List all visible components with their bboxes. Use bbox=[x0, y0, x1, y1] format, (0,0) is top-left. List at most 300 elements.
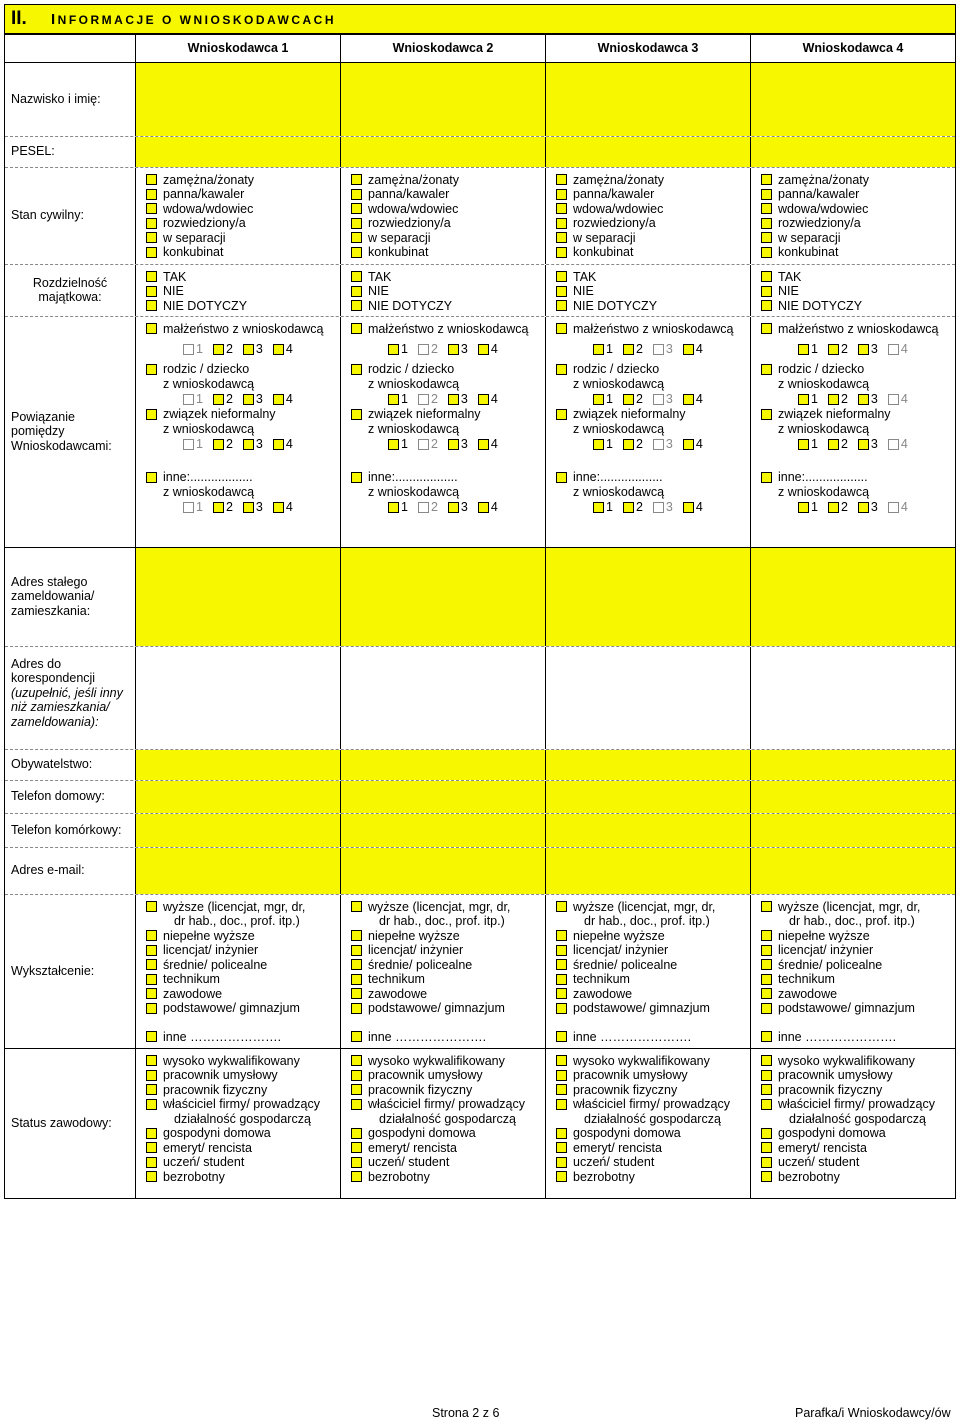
applicant-number-option[interactable] bbox=[653, 500, 673, 515]
applicant-number-option[interactable] bbox=[418, 342, 438, 357]
checkbox[interactable] bbox=[146, 1070, 157, 1081]
option-education-7[interactable] bbox=[761, 1001, 955, 1016]
checkbox[interactable] bbox=[683, 502, 694, 513]
option-civil-3[interactable] bbox=[556, 216, 750, 231]
applicant-number-option[interactable] bbox=[478, 342, 498, 357]
checkbox[interactable] bbox=[761, 988, 772, 999]
checkbox[interactable] bbox=[556, 1142, 567, 1153]
checkbox[interactable] bbox=[556, 901, 567, 912]
checkbox[interactable] bbox=[623, 502, 634, 513]
checkbox[interactable] bbox=[448, 394, 459, 405]
citizenship-field-4[interactable] bbox=[751, 750, 955, 780]
mobile-phone-field-4[interactable] bbox=[751, 814, 955, 847]
home-phone-field-3[interactable] bbox=[546, 781, 751, 813]
option-education-6[interactable] bbox=[146, 987, 340, 1002]
applicant-number-option[interactable] bbox=[448, 500, 468, 515]
checkbox[interactable] bbox=[593, 394, 604, 405]
checkbox[interactable] bbox=[761, 1099, 772, 1110]
checkbox[interactable] bbox=[593, 502, 604, 513]
option-education-0[interactable] bbox=[556, 900, 750, 915]
option-civil-4[interactable] bbox=[556, 231, 750, 246]
checkbox[interactable] bbox=[761, 1084, 772, 1095]
checkbox[interactable] bbox=[146, 901, 157, 912]
option-civil-5[interactable] bbox=[146, 245, 340, 260]
checkbox[interactable] bbox=[243, 502, 254, 513]
option-parent-child[interactable] bbox=[556, 362, 750, 377]
checkbox[interactable] bbox=[556, 203, 567, 214]
option-civil-1[interactable] bbox=[556, 187, 750, 202]
checkbox[interactable] bbox=[683, 439, 694, 450]
checkbox[interactable] bbox=[351, 271, 362, 282]
option-education-4[interactable] bbox=[556, 958, 750, 973]
checkbox[interactable] bbox=[556, 1031, 567, 1042]
checkbox[interactable] bbox=[761, 323, 772, 334]
applicant-number-option[interactable] bbox=[858, 500, 878, 515]
option-informal[interactable] bbox=[556, 407, 750, 422]
applicant-number-option[interactable] bbox=[828, 500, 848, 515]
applicant-number-option[interactable] bbox=[623, 342, 643, 357]
checkbox[interactable] bbox=[556, 945, 567, 956]
applicant-number-option[interactable] bbox=[888, 437, 908, 452]
checkbox[interactable] bbox=[556, 1084, 567, 1095]
checkbox[interactable] bbox=[478, 394, 489, 405]
checkbox[interactable] bbox=[243, 344, 254, 355]
option-job-1[interactable] bbox=[761, 1068, 955, 1083]
checkbox[interactable] bbox=[761, 901, 772, 912]
applicant-number-option[interactable] bbox=[593, 392, 613, 407]
option-civil-3[interactable] bbox=[351, 216, 545, 231]
checkbox[interactable] bbox=[351, 409, 362, 420]
option-education-4[interactable] bbox=[146, 958, 340, 973]
applicant-number-option[interactable] bbox=[243, 392, 263, 407]
option-education-7[interactable] bbox=[146, 1001, 340, 1016]
applicant-number-option[interactable] bbox=[418, 500, 438, 515]
applicant-number-option[interactable] bbox=[183, 500, 203, 515]
option-job-5[interactable] bbox=[556, 1126, 750, 1141]
checkbox[interactable] bbox=[761, 203, 772, 214]
option-job-2[interactable] bbox=[761, 1083, 955, 1098]
checkbox[interactable] bbox=[761, 1031, 772, 1042]
checkbox[interactable] bbox=[418, 394, 429, 405]
option-civil-3[interactable] bbox=[761, 216, 955, 231]
checkbox[interactable] bbox=[593, 439, 604, 450]
checkbox[interactable] bbox=[761, 1055, 772, 1066]
checkbox[interactable] bbox=[183, 502, 194, 513]
correspondence-address-field-1[interactable] bbox=[136, 647, 341, 749]
option-job-1[interactable] bbox=[556, 1068, 750, 1083]
applicant-number-option[interactable] bbox=[798, 392, 818, 407]
applicant-number-option[interactable] bbox=[418, 437, 438, 452]
option-parent-child[interactable] bbox=[351, 362, 545, 377]
checkbox[interactable] bbox=[146, 247, 157, 258]
checkbox[interactable] bbox=[351, 1142, 362, 1153]
checkbox[interactable] bbox=[761, 271, 772, 282]
home-phone-field-1[interactable] bbox=[136, 781, 341, 813]
option-job-6[interactable] bbox=[146, 1141, 340, 1156]
applicant-number-option[interactable] bbox=[448, 392, 468, 407]
checkbox[interactable] bbox=[388, 502, 399, 513]
applicant-number-option[interactable] bbox=[653, 342, 673, 357]
checkbox[interactable] bbox=[798, 344, 809, 355]
checkbox[interactable] bbox=[146, 203, 157, 214]
checkbox[interactable] bbox=[388, 394, 399, 405]
checkbox[interactable] bbox=[888, 394, 899, 405]
checkbox[interactable] bbox=[146, 323, 157, 334]
option-job-0[interactable] bbox=[761, 1054, 955, 1069]
applicant-number-option[interactable] bbox=[798, 500, 818, 515]
checkbox[interactable] bbox=[761, 232, 772, 243]
option-education-0[interactable] bbox=[351, 900, 545, 915]
checkbox[interactable] bbox=[798, 439, 809, 450]
option-civil-1[interactable] bbox=[146, 187, 340, 202]
checkbox[interactable] bbox=[213, 439, 224, 450]
checkbox[interactable] bbox=[653, 394, 664, 405]
checkbox[interactable] bbox=[683, 344, 694, 355]
checkbox[interactable] bbox=[556, 959, 567, 970]
email-field-1[interactable] bbox=[136, 848, 341, 894]
checkbox[interactable] bbox=[888, 502, 899, 513]
option-other[interactable] bbox=[351, 470, 545, 485]
checkbox[interactable] bbox=[448, 439, 459, 450]
option-property-1[interactable] bbox=[761, 284, 955, 299]
option-informal[interactable] bbox=[351, 407, 545, 422]
option-civil-0[interactable] bbox=[556, 173, 750, 188]
checkbox[interactable] bbox=[798, 502, 809, 513]
applicant-number-option[interactable] bbox=[273, 500, 293, 515]
option-marriage[interactable] bbox=[146, 322, 340, 337]
option-civil-5[interactable] bbox=[556, 245, 750, 260]
option-civil-1[interactable] bbox=[351, 187, 545, 202]
option-property-2[interactable] bbox=[761, 299, 955, 314]
option-job-8[interactable] bbox=[351, 1170, 545, 1185]
option-property-1[interactable] bbox=[556, 284, 750, 299]
option-job-6[interactable] bbox=[556, 1141, 750, 1156]
checkbox[interactable] bbox=[761, 472, 772, 483]
checkbox[interactable] bbox=[146, 472, 157, 483]
permanent-address-field-1[interactable] bbox=[136, 548, 341, 646]
checkbox[interactable] bbox=[183, 439, 194, 450]
checkbox[interactable] bbox=[351, 300, 362, 311]
checkbox[interactable] bbox=[556, 323, 567, 334]
pesel-field-3[interactable] bbox=[546, 137, 751, 167]
checkbox[interactable] bbox=[351, 1099, 362, 1110]
option-job-0[interactable] bbox=[556, 1054, 750, 1069]
checkbox[interactable] bbox=[146, 974, 157, 985]
applicant-number-option[interactable] bbox=[243, 342, 263, 357]
checkbox[interactable] bbox=[761, 247, 772, 258]
checkbox[interactable] bbox=[478, 502, 489, 513]
option-education-5[interactable] bbox=[556, 972, 750, 987]
option-marriage[interactable] bbox=[351, 322, 545, 337]
email-field-3[interactable] bbox=[546, 848, 751, 894]
option-other[interactable] bbox=[556, 470, 750, 485]
checkbox[interactable] bbox=[556, 1171, 567, 1182]
checkbox[interactable] bbox=[351, 364, 362, 375]
applicant-number-option[interactable] bbox=[798, 437, 818, 452]
applicant-number-option[interactable] bbox=[478, 392, 498, 407]
citizenship-field-2[interactable] bbox=[341, 750, 546, 780]
option-education-5[interactable] bbox=[761, 972, 955, 987]
option-job-8[interactable] bbox=[146, 1170, 340, 1185]
option-civil-2[interactable] bbox=[556, 202, 750, 217]
citizenship-field-3[interactable] bbox=[546, 750, 751, 780]
option-education-6[interactable] bbox=[556, 987, 750, 1002]
checkbox[interactable] bbox=[351, 323, 362, 334]
option-job-0[interactable] bbox=[351, 1054, 545, 1069]
checkbox[interactable] bbox=[556, 218, 567, 229]
option-civil-0[interactable] bbox=[761, 173, 955, 188]
option-parent-child[interactable] bbox=[761, 362, 955, 377]
option-education-other[interactable] bbox=[761, 1030, 955, 1045]
correspondence-address-field-4[interactable] bbox=[751, 647, 955, 749]
applicant-number-option[interactable] bbox=[213, 392, 233, 407]
checkbox[interactable] bbox=[273, 394, 284, 405]
checkbox[interactable] bbox=[623, 439, 634, 450]
applicant-number-option[interactable] bbox=[243, 500, 263, 515]
checkbox[interactable] bbox=[556, 286, 567, 297]
option-job-3[interactable] bbox=[351, 1097, 545, 1112]
checkbox[interactable] bbox=[556, 930, 567, 941]
option-property-2[interactable] bbox=[351, 299, 545, 314]
checkbox[interactable] bbox=[798, 394, 809, 405]
checkbox[interactable] bbox=[858, 439, 869, 450]
applicant-number-option[interactable] bbox=[243, 437, 263, 452]
applicant-number-option[interactable] bbox=[388, 500, 408, 515]
checkbox[interactable] bbox=[858, 344, 869, 355]
checkbox[interactable] bbox=[351, 974, 362, 985]
checkbox[interactable] bbox=[146, 1003, 157, 1014]
checkbox[interactable] bbox=[761, 1157, 772, 1168]
option-property-2[interactable] bbox=[146, 299, 340, 314]
applicant-number-option[interactable] bbox=[418, 392, 438, 407]
checkbox[interactable] bbox=[183, 394, 194, 405]
checkbox[interactable] bbox=[761, 174, 772, 185]
option-civil-2[interactable] bbox=[146, 202, 340, 217]
checkbox[interactable] bbox=[351, 247, 362, 258]
applicant-number-option[interactable] bbox=[213, 342, 233, 357]
option-job-6[interactable] bbox=[761, 1141, 955, 1156]
option-other[interactable] bbox=[146, 470, 340, 485]
option-civil-3[interactable] bbox=[146, 216, 340, 231]
checkbox[interactable] bbox=[828, 394, 839, 405]
option-informal[interactable] bbox=[146, 407, 340, 422]
checkbox[interactable] bbox=[146, 1099, 157, 1110]
applicant-number-option[interactable] bbox=[273, 437, 293, 452]
checkbox[interactable] bbox=[146, 1142, 157, 1153]
checkbox[interactable] bbox=[146, 1171, 157, 1182]
checkbox[interactable] bbox=[556, 472, 567, 483]
checkbox[interactable] bbox=[761, 1003, 772, 1014]
option-education-5[interactable] bbox=[146, 972, 340, 987]
name-field-4[interactable] bbox=[751, 63, 955, 136]
checkbox[interactable] bbox=[351, 901, 362, 912]
option-marriage[interactable] bbox=[761, 322, 955, 337]
checkbox[interactable] bbox=[556, 174, 567, 185]
checkbox[interactable] bbox=[653, 439, 664, 450]
name-field-3[interactable] bbox=[546, 63, 751, 136]
permanent-address-field-2[interactable] bbox=[341, 548, 546, 646]
option-job-5[interactable] bbox=[146, 1126, 340, 1141]
checkbox[interactable] bbox=[351, 1128, 362, 1139]
checkbox[interactable] bbox=[556, 409, 567, 420]
checkbox[interactable] bbox=[653, 344, 664, 355]
applicant-number-option[interactable] bbox=[858, 437, 878, 452]
option-property-2[interactable] bbox=[556, 299, 750, 314]
applicant-number-option[interactable] bbox=[623, 437, 643, 452]
checkbox[interactable] bbox=[351, 218, 362, 229]
applicant-number-option[interactable] bbox=[593, 342, 613, 357]
applicant-number-option[interactable] bbox=[858, 342, 878, 357]
checkbox[interactable] bbox=[351, 1084, 362, 1095]
applicant-number-option[interactable] bbox=[273, 342, 293, 357]
checkbox[interactable] bbox=[653, 502, 664, 513]
checkbox[interactable] bbox=[243, 394, 254, 405]
checkbox[interactable] bbox=[351, 472, 362, 483]
option-civil-0[interactable] bbox=[146, 173, 340, 188]
checkbox[interactable] bbox=[888, 344, 899, 355]
checkbox[interactable] bbox=[761, 409, 772, 420]
checkbox[interactable] bbox=[213, 344, 224, 355]
option-education-4[interactable] bbox=[761, 958, 955, 973]
home-phone-field-4[interactable] bbox=[751, 781, 955, 813]
checkbox[interactable] bbox=[146, 1084, 157, 1095]
checkbox[interactable] bbox=[556, 988, 567, 999]
checkbox[interactable] bbox=[351, 1031, 362, 1042]
checkbox[interactable] bbox=[761, 974, 772, 985]
checkbox[interactable] bbox=[556, 189, 567, 200]
email-field-4[interactable] bbox=[751, 848, 955, 894]
option-property-0[interactable] bbox=[351, 270, 545, 285]
checkbox[interactable] bbox=[556, 1128, 567, 1139]
checkbox[interactable] bbox=[556, 1157, 567, 1168]
checkbox[interactable] bbox=[556, 247, 567, 258]
option-civil-5[interactable] bbox=[761, 245, 955, 260]
checkbox[interactable] bbox=[623, 394, 634, 405]
checkbox[interactable] bbox=[761, 1142, 772, 1153]
applicant-number-option[interactable] bbox=[653, 392, 673, 407]
applicant-number-option[interactable] bbox=[888, 392, 908, 407]
checkbox[interactable] bbox=[556, 300, 567, 311]
mobile-phone-field-2[interactable] bbox=[341, 814, 546, 847]
option-education-3[interactable] bbox=[556, 943, 750, 958]
checkbox[interactable] bbox=[761, 218, 772, 229]
checkbox[interactable] bbox=[828, 439, 839, 450]
checkbox[interactable] bbox=[761, 300, 772, 311]
option-job-7[interactable] bbox=[761, 1155, 955, 1170]
option-education-3[interactable] bbox=[351, 943, 545, 958]
option-job-5[interactable] bbox=[761, 1126, 955, 1141]
checkbox[interactable] bbox=[351, 1157, 362, 1168]
applicant-number-option[interactable] bbox=[593, 437, 613, 452]
checkbox[interactable] bbox=[888, 439, 899, 450]
checkbox[interactable] bbox=[761, 286, 772, 297]
checkbox[interactable] bbox=[593, 344, 604, 355]
option-informal[interactable] bbox=[761, 407, 955, 422]
applicant-number-option[interactable] bbox=[213, 500, 233, 515]
checkbox[interactable] bbox=[761, 364, 772, 375]
option-job-1[interactable] bbox=[146, 1068, 340, 1083]
checkbox[interactable] bbox=[146, 218, 157, 229]
option-education-6[interactable] bbox=[761, 987, 955, 1002]
citizenship-field-1[interactable] bbox=[136, 750, 341, 780]
mobile-phone-field-1[interactable] bbox=[136, 814, 341, 847]
checkbox[interactable] bbox=[351, 930, 362, 941]
checkbox[interactable] bbox=[146, 409, 157, 420]
checkbox[interactable] bbox=[418, 502, 429, 513]
option-education-3[interactable] bbox=[761, 943, 955, 958]
checkbox[interactable] bbox=[146, 930, 157, 941]
applicant-number-option[interactable] bbox=[653, 437, 673, 452]
option-civil-4[interactable] bbox=[146, 231, 340, 246]
option-education-3[interactable] bbox=[146, 943, 340, 958]
checkbox[interactable] bbox=[213, 394, 224, 405]
option-job-3[interactable] bbox=[146, 1097, 340, 1112]
checkbox[interactable] bbox=[146, 959, 157, 970]
applicant-number-option[interactable] bbox=[388, 437, 408, 452]
checkbox[interactable] bbox=[213, 502, 224, 513]
option-education-2[interactable] bbox=[351, 929, 545, 944]
checkbox[interactable] bbox=[858, 502, 869, 513]
option-job-8[interactable] bbox=[761, 1170, 955, 1185]
option-education-0[interactable] bbox=[761, 900, 955, 915]
applicant-number-option[interactable] bbox=[448, 437, 468, 452]
checkbox[interactable] bbox=[556, 974, 567, 985]
home-phone-field-2[interactable] bbox=[341, 781, 546, 813]
applicant-number-option[interactable] bbox=[183, 437, 203, 452]
pesel-field-1[interactable] bbox=[136, 137, 341, 167]
applicant-number-option[interactable] bbox=[183, 342, 203, 357]
option-property-0[interactable] bbox=[761, 270, 955, 285]
checkbox[interactable] bbox=[556, 364, 567, 375]
checkbox[interactable] bbox=[351, 1003, 362, 1014]
option-education-7[interactable] bbox=[556, 1001, 750, 1016]
checkbox[interactable] bbox=[146, 286, 157, 297]
option-property-0[interactable] bbox=[556, 270, 750, 285]
option-job-3[interactable] bbox=[761, 1097, 955, 1112]
permanent-address-field-4[interactable] bbox=[751, 548, 955, 646]
option-job-2[interactable] bbox=[146, 1083, 340, 1098]
checkbox[interactable] bbox=[761, 1128, 772, 1139]
option-job-6[interactable] bbox=[351, 1141, 545, 1156]
checkbox[interactable] bbox=[146, 1157, 157, 1168]
applicant-number-option[interactable] bbox=[623, 500, 643, 515]
checkbox[interactable] bbox=[761, 1171, 772, 1182]
option-job-2[interactable] bbox=[556, 1083, 750, 1098]
checkbox[interactable] bbox=[351, 1070, 362, 1081]
option-education-5[interactable] bbox=[351, 972, 545, 987]
checkbox[interactable] bbox=[351, 988, 362, 999]
applicant-number-option[interactable] bbox=[683, 437, 703, 452]
checkbox[interactable] bbox=[761, 1070, 772, 1081]
permanent-address-field-3[interactable] bbox=[546, 548, 751, 646]
option-job-0[interactable] bbox=[146, 1054, 340, 1069]
applicant-number-option[interactable] bbox=[388, 342, 408, 357]
option-job-1[interactable] bbox=[351, 1068, 545, 1083]
applicant-number-option[interactable] bbox=[683, 500, 703, 515]
checkbox[interactable] bbox=[761, 945, 772, 956]
applicant-number-option[interactable] bbox=[478, 500, 498, 515]
applicant-number-option[interactable] bbox=[478, 437, 498, 452]
checkbox[interactable] bbox=[146, 300, 157, 311]
applicant-number-option[interactable] bbox=[448, 342, 468, 357]
applicant-number-option[interactable] bbox=[888, 342, 908, 357]
checkbox[interactable] bbox=[351, 959, 362, 970]
checkbox[interactable] bbox=[478, 344, 489, 355]
name-field-1[interactable] bbox=[136, 63, 341, 136]
email-field-2[interactable] bbox=[341, 848, 546, 894]
checkbox[interactable] bbox=[273, 344, 284, 355]
checkbox[interactable] bbox=[418, 344, 429, 355]
